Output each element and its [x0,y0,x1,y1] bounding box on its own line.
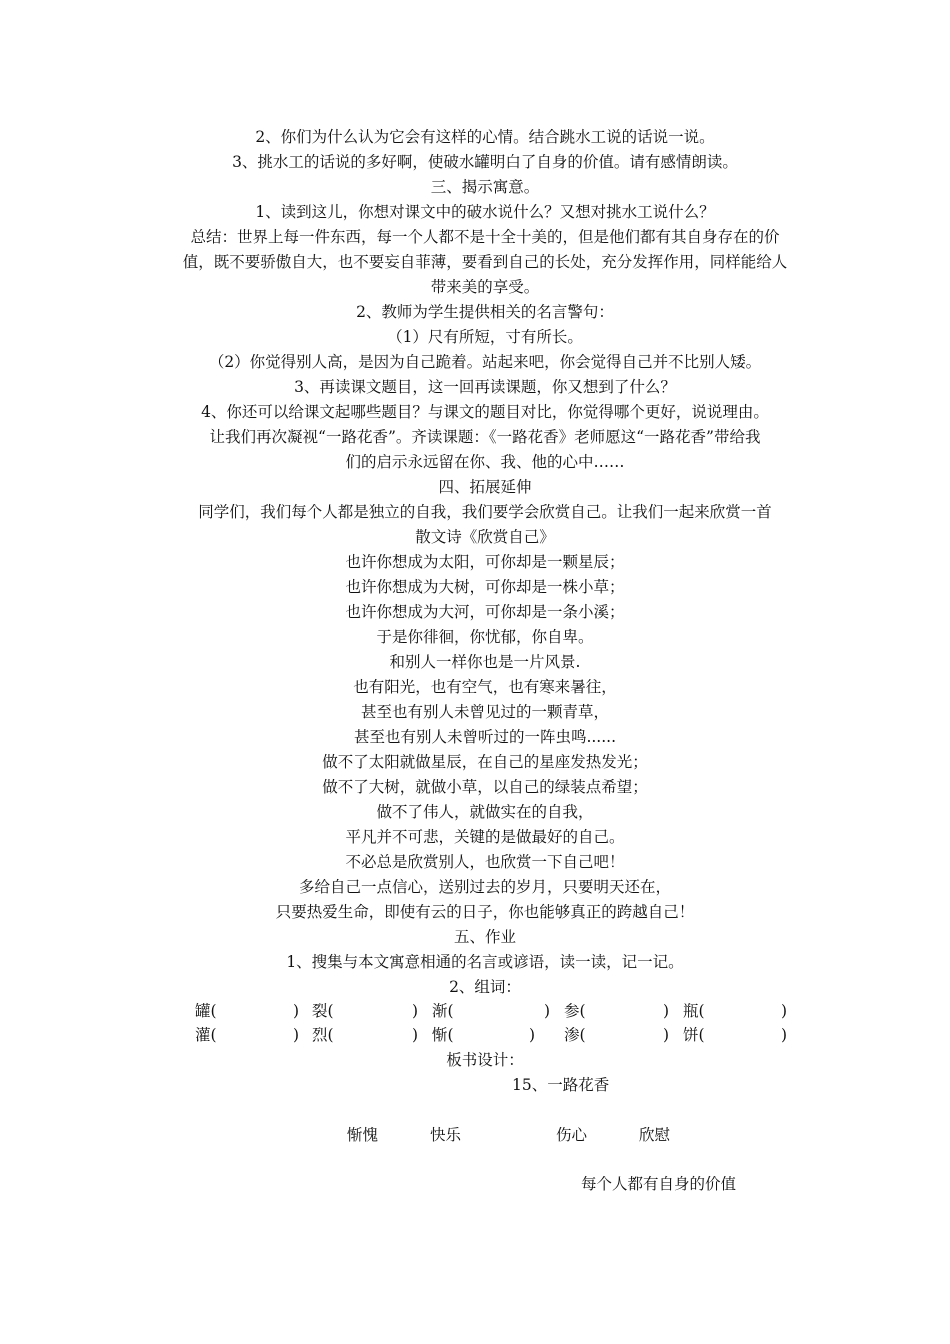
text-line: 们的启示永远留在你、我、他的心中…… [345,453,625,471]
grid-char: 烈( [312,1026,334,1044]
section-heading: 四、拓展延伸 [438,478,532,496]
grid-char: 罐( [195,1002,217,1020]
grid-paren: ) [412,1026,419,1044]
grid-paren: ) [293,1002,300,1020]
grid-char: 参( [564,1002,586,1020]
poem-line: 做不了伟人，就做实在的自我， [376,803,594,821]
grid-paren: ) [529,1026,536,1044]
grid-char: 饼( [683,1026,705,1044]
poem-line: 甚至也有别人未曾听过的一阵虫鸣...... [353,728,617,746]
grid-char: 瓶( [683,1002,705,1020]
poem-line: 做不了大树，就做小草，以自己的绿装点希望； [322,778,648,796]
poem-line: 于是你徘徊，你忧郁，你自卑。 [376,628,594,646]
poem-line: 甚至也有别人未曾见过的一颗青草， [360,703,609,721]
text-line: 4、你还可以给课文起哪些题目？与课文的题目对比，你觉得哪个更好，说说理由。 [201,403,769,421]
text-line: 2、你们为什么认为它会有这样的心情。结合跳水工说的话说一说。 [255,128,715,146]
text-line: （2）你觉得别人高，是因为自己跪着。站起来吧，你会觉得自己并不比别人矮。 [208,353,762,371]
board-word: 伤心 [556,1126,588,1144]
section-heading: 三、揭示寓意。 [430,178,540,196]
grid-char: 渗( [564,1026,586,1044]
grid-char: 渐( [432,1002,454,1020]
poem-line: 和别人一样你也是一片风景. [389,653,581,671]
text-line: 3、再读课文题目，这一回再读课题，你又想到了什么？ [294,378,676,396]
grid-paren: ) [544,1002,551,1020]
grid-char: 裂( [312,1002,334,1020]
grid-paren: ) [293,1026,300,1044]
poem-line: 不必总是欣赏别人，也欣赏一下自己吧！ [345,853,625,871]
poem-line: 做不了太阳就做星辰，在自己的星座发热发光； [322,753,648,771]
grid-paren: ) [663,1002,670,1020]
text-line: 让我们再次凝视“一路花香”。齐读课题：《一路花香》老师愿这“一路花香”带给我 [209,428,761,446]
board-heading: 板书设计： [446,1051,524,1069]
board-word: 快乐 [430,1126,462,1144]
board-summary: 每个人都有自身的价值 [581,1175,737,1193]
text-line: 同学们，我们每个人都是独立的自我，我们要学会欣赏自己。让我们一起来欣赏一首 [198,503,772,521]
text-line: 带来美的享受。 [430,278,540,296]
poem-line: 也许你想成为大树，可你却是一株小草； [345,578,625,596]
text-line: 值，既不要骄傲自大，也不要妄自菲薄，要看到自己的长处，充分发挥作用，同样能给人 [182,253,788,271]
grid-paren: ) [663,1026,670,1044]
text-line: 1、读到这儿，你想对课文中的破水说什么？又想对挑水工说什么？ [255,203,715,221]
grid-paren: ) [781,1002,788,1020]
poem-line: 也许你想成为太阳，可你却是一颗星辰； [345,553,625,571]
poem-line: 也许你想成为大河，可你却是一条小溪； [345,603,625,621]
grid-paren: ) [412,1002,419,1020]
grid-char: 惭( [432,1026,454,1044]
text-line: 1、搜集与本文寓意相通的名言或谚语，读一读，记一记。 [286,953,684,971]
poem-line: 多给自己一点信心，送别过去的岁月，只要明天还在， [298,878,671,896]
word-grid-row [190,1023,810,1047]
poem-line: 也有阳光，也有空气，也有寒来暑往， [353,678,617,696]
text-line: （1）尺有所短，寸有所长。 [387,328,583,346]
word-grid-row [190,999,810,1023]
grid-paren: ) [781,1026,788,1044]
text-line: 2、组词： [449,978,521,996]
board-word: 惭愧 [347,1126,379,1144]
poem-title: 散文诗《欣赏自己》 [415,528,555,546]
text-line: 总结：世界上每一件东西，每一个人都不是十全十美的，但是他们都有其自身存在的价 [190,228,780,246]
poem-line: 只要热爱生命，即使有云的日子，你也能够真正的跨越自己！ [275,903,695,921]
board-word: 欣慰 [639,1126,671,1144]
poem-line: 平凡并不可悲，关键的是做最好的自己。 [345,828,625,846]
section-heading: 五、作业 [453,928,516,946]
board-title: 15、一路花香 [512,1076,610,1094]
grid-char: 灌( [195,1026,217,1044]
text-line: 3、挑水工的话说的多好啊，使破水罐明白了自身的价值。请有感情朗读。 [232,153,738,171]
text-line: 2、教师为学生提供相关的名言警句： [356,303,614,321]
